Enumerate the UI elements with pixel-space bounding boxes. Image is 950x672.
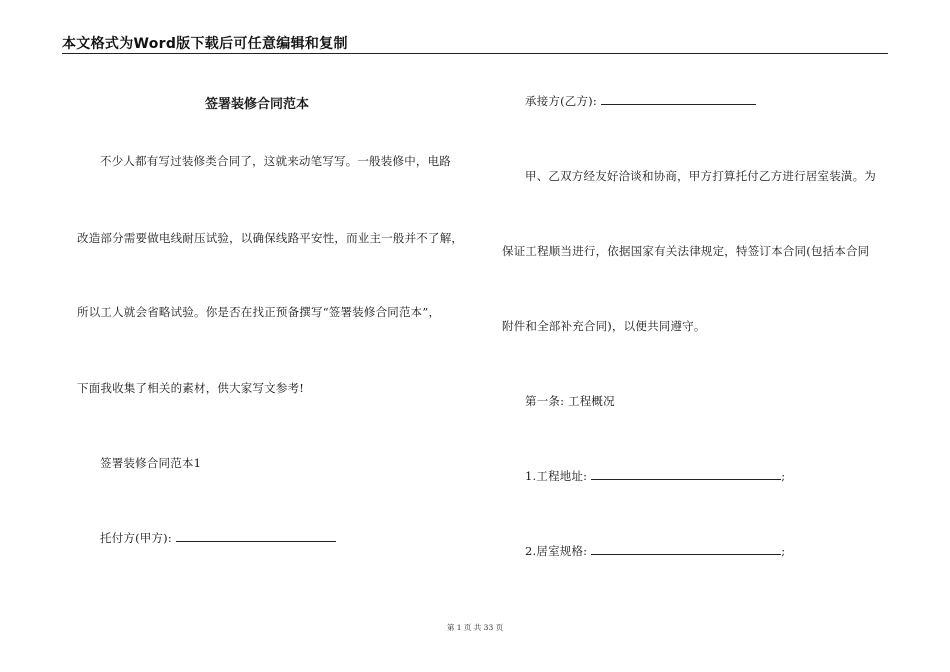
document-title: 签署装修合同范本 [205, 97, 310, 112]
page-footer: 第 1 页 共 33 页 [446, 623, 504, 632]
paragraph-line: 保证工程顺当进行，依据国家有关法律规定，特签订本合同(包括本合同 [502, 244, 870, 258]
project-address-end: ; [781, 469, 786, 483]
sample-heading: 签署装修合同范本1 [100, 456, 202, 470]
party-b-label: 承接方(乙方): [525, 94, 597, 108]
party-a-row [100, 530, 336, 546]
paragraph-line: 所以工人就会省略试验。你是否在找正预备撰写“签署装修合同范本”， [77, 305, 441, 319]
paragraph-line: 下面我收集了相关的素材，供大家写文参考! [77, 381, 305, 395]
project-address-label: 1.工程地址: [525, 469, 588, 483]
paragraph-line: 附件和全部补充合同)，以便共同遵守。 [502, 319, 706, 333]
header-text: 本文格式为Word版下载后可任意编辑和复制 [62, 36, 348, 52]
party-a-label: 托付方(甲方): [100, 531, 172, 545]
party-b-row [525, 93, 756, 109]
room-spec-row [525, 543, 785, 559]
paragraph-line: 改造部分需要做电线耐压试验，以确保线路平安性，而业主一般并不了解， [77, 231, 464, 245]
article-heading: 第一条: 工程概况 [525, 394, 615, 408]
paragraph-line: 甲、乙双方经友好洽谈和协商，甲方打算托付乙方进行居室装潢。为 [525, 169, 876, 183]
paragraph-line: 不少人都有写过装修类合同了，这就来动笔写写。一般装修中，电路 [100, 154, 451, 168]
project-address-blank [591, 478, 781, 480]
room-spec-blank [591, 553, 781, 555]
page-header [62, 33, 888, 54]
room-spec-label: 2.居室规格: [525, 544, 588, 558]
party-b-blank [601, 103, 756, 105]
party-a-blank [176, 540, 336, 542]
project-address-row [525, 468, 785, 484]
room-spec-end: ; [781, 544, 786, 558]
